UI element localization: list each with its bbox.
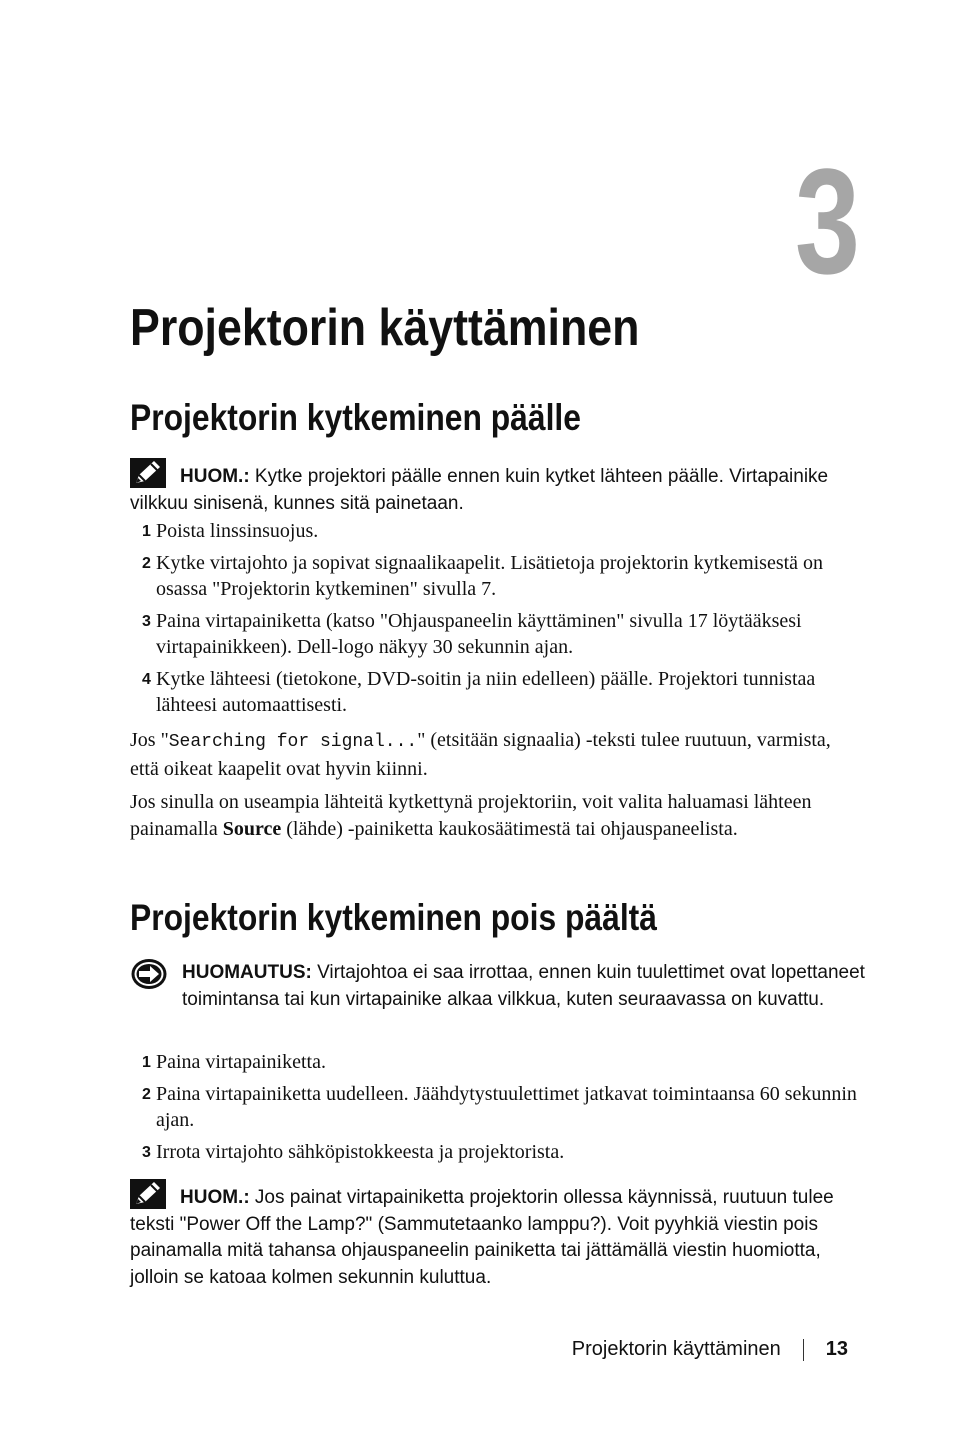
list-item: 2 Kytke virtajohto ja sopivat signaalikaapelit. Lisätietoja projektorin kytkemisestä on osassa "Projektorin kytkeminen" sivulla 7.: [142, 551, 824, 600]
page-footer: [572, 1338, 848, 1361]
power-on-steps: [130, 518, 870, 724]
caution-text: Virtajohtoa ei saa irrottaa, ennen kuin tuulettimet ovat lopettaneet toimintansa tai kun virtapainike alkaa vilkkua, kuten seuraavassa on kuvattu.: [182, 962, 865, 1010]
note-label: HUOM.:: [180, 466, 250, 487]
note-text: Kytke projektori päälle ennen kuin kytket lähteen päälle. Virtapainike vilkkuu sinisenä, kunnes sitä painetaan.: [130, 466, 829, 514]
pencil-note-icon: [130, 1179, 166, 1209]
section-heading-power-on: Projektorin kytkeminen päälle: [130, 397, 581, 438]
note-power-on: [130, 458, 870, 517]
arrow-caution-icon: [130, 958, 168, 990]
list-item: 2 Paina virtapainiketta uudelleen. Jäähdytystuulettimet jatkavat toimintaansa 60 sekunnin ajan.: [142, 1082, 857, 1131]
list-item: 3 Irrota virtajohto sähköpistokkeesta ja projektorista.: [142, 1140, 565, 1163]
power-off-steps: [130, 1049, 870, 1170]
note-label: HUOM.:: [180, 1187, 250, 1208]
footer-divider: [803, 1339, 804, 1361]
chapter-title: Projektorin käyttäminen: [130, 299, 640, 357]
chapter-number: 3: [794, 137, 858, 305]
list-item: 1 Poista linssinsuojus.: [142, 520, 319, 542]
note-power-off: [130, 1179, 870, 1291]
caution-label: HUOMAUTUS:: [182, 962, 312, 983]
list-item: 1 Paina virtapainiketta.: [142, 1051, 326, 1073]
list-item: 3 Paina virtapainiketta (katso "Ohjauspaneelin käyttäminen" sivulla 17 löytääksesi virtapainikkeen). Dell-logo näkyy 30 sekunnin ajan.: [142, 609, 802, 658]
footer-title: Projektorin käyttäminen: [571, 1338, 781, 1360]
paragraph-searching-signal: Jos "Searching for signal..." (etsitään signaalia) -teksti tulee ruutuun, varmista, että oikeat kaapelit ovat hyvin kiinni.: [130, 729, 831, 780]
page-number: 13: [825, 1338, 848, 1360]
caution-power-off: [130, 960, 870, 1013]
paragraph-source-button: Jos sinulla on useampia lähteitä kytkettynä projektoriin, voit valita haluamasi lähteen painamalla Source (lähde) -painiketta kaukosäätimestä tai ohjauspaneelista.: [130, 791, 812, 840]
section-heading-power-off: Projektorin kytkeminen pois päältä: [130, 897, 657, 938]
pencil-note-icon: [130, 458, 166, 488]
list-item: 4 Kytke lähteesi (tietokone, DVD-soitin ja niin edelleen) päälle. Projektori tunnistaa lähteesi automaattisesti.: [142, 667, 816, 716]
note-text: Jos painat virtapainiketta projektorin ollessa käynnissä, ruutuun tulee teksti "Power Off the Lamp?" (Sammutetaanko lamppu?). Voit pyyhkiä viestin pois painamalla mitä tahansa ohjauspaneelin painiketta tai jättämällä viestin huomiotta, jolloin se katoaa kolmen sekunnin kuluttua.: [130, 1187, 834, 1288]
